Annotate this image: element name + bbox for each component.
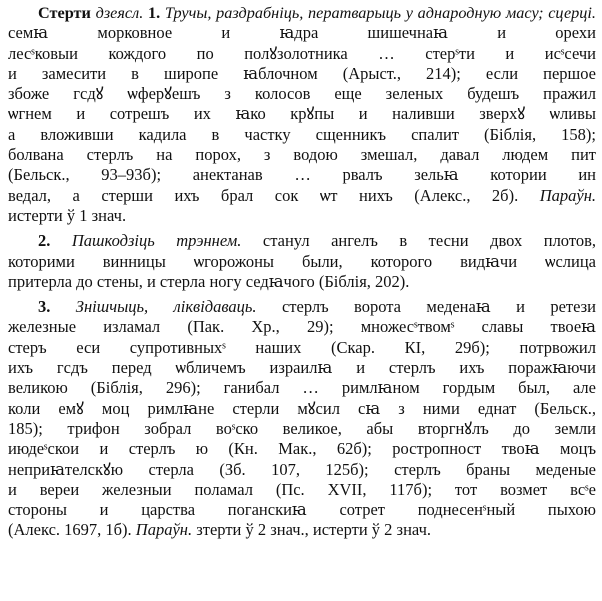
entry-line: железные изламал (Пак. Хр., 29); множесˢтвомˢ славы твоеꙗ [8, 317, 596, 337]
entry-line: великою (Біблія, 296); ганибал … римлꙗном гордым был, але [8, 378, 596, 398]
entry-line: збоже гсдꙋ ѡферꙋешъ з колосов еще зеленых будешъ пражил [8, 84, 596, 104]
entry-line: коли емꙋ моц римлꙗне стерли мꙋсил сꙗ з ними еднат (Бельск., [8, 398, 596, 418]
entry-line: истерти ў 1 знач. [8, 205, 127, 225]
part-of-speech: дзеясл. [95, 4, 144, 22]
entry-line: 3. Знішчыць, ліквідаваць. стерлъ ворота меденаꙗ и ретези [38, 297, 596, 317]
entry-line: болвана стерлъ на порох, з водою змешал, давал людем пит [8, 145, 596, 165]
entry-line: стеръ еси супротивныхˢ наших (Скар. КІ, 29б); потрвожил [8, 337, 596, 357]
compare-label: Параўн. [135, 520, 193, 540]
entry-line: и вереи железныи поламал (Пс. XVII, 117б); тот возмет всˢе [8, 479, 596, 499]
entry-line: семꙗ морковное и ꙗдра шишечнаꙗ и орехи [8, 23, 596, 43]
sense-definition: Пашкодзіць трэннем. [71, 231, 242, 251]
entry-line: (Бельск., 93–93б); анектанав … рвалъ зельꙗ котории ин [8, 165, 596, 185]
entry-line: ведал, а стерши ихъ брал сок ѡт нихъ (Алекс., 2б). Параўн. [8, 185, 597, 205]
entry-line: и замесити в широпе ꙗблочном (Арыст., 214); если першое [8, 63, 596, 83]
entry-line: июдеˢскои и стерлъ ю (Кн. Мак., 62б); ростропност твоꙗ моцъ [8, 439, 596, 459]
entry-line: ѡгнем и сотрешъ их ꙗко крꙋпы и наливши зверхꙋ ѡливы [8, 104, 596, 124]
entry-line: притерла до стены, и стерла ногу седꙗчого (Біблія, 202). [8, 271, 410, 291]
compare-label: Параўн. [539, 185, 597, 205]
sense-number: 3. [38, 297, 51, 317]
entry-line: которими винницы ѡгорожоны были, которого видꙗчи ѡслица [8, 251, 596, 271]
entry-line: 2. Пашкодзіць трэннем. станул ангелъ в тесни двох плотов, [38, 231, 596, 251]
sense-number: 1. [147, 4, 161, 22]
headword: Стерти [38, 4, 91, 22]
entry-line: 185); трифон зобрал воˢско великое, абы вторгнꙋлъ до земли [8, 418, 596, 438]
entry-line: ихъ гсдъ перед ѡбличемъ израилꙗ и стерлъ ихъ поражꙗючи [8, 358, 596, 378]
sense-number: 2. [38, 231, 51, 251]
entry-line: (Алекс. 1697, 1б). Параўн. зтерти ў 2 знач., истерти ў 2 знач. [8, 520, 431, 540]
sense-definition: Тручы, раздрабніць, ператварыць у аднародную масу; сцерці. [164, 4, 596, 22]
sense-definition: Знішчыць, ліквідаваць. [75, 297, 257, 317]
entry-line: стороны и царства поганскиꙗ сотрет поднесенˢный пыхою [8, 500, 596, 520]
entry-line [8, 3, 596, 23]
entry-line: а вложивши кадила в частку сщенникъ спалит (Біблія, 158); [8, 124, 596, 144]
entry-line: неприꙗтелскꙋю стерла (Зб. 107, 125б); стерлъ браны меденые [8, 459, 596, 479]
entry-line: лесˢковыи кождого по полꙋзолотника … стерˢти и исˢсечи [8, 43, 596, 63]
